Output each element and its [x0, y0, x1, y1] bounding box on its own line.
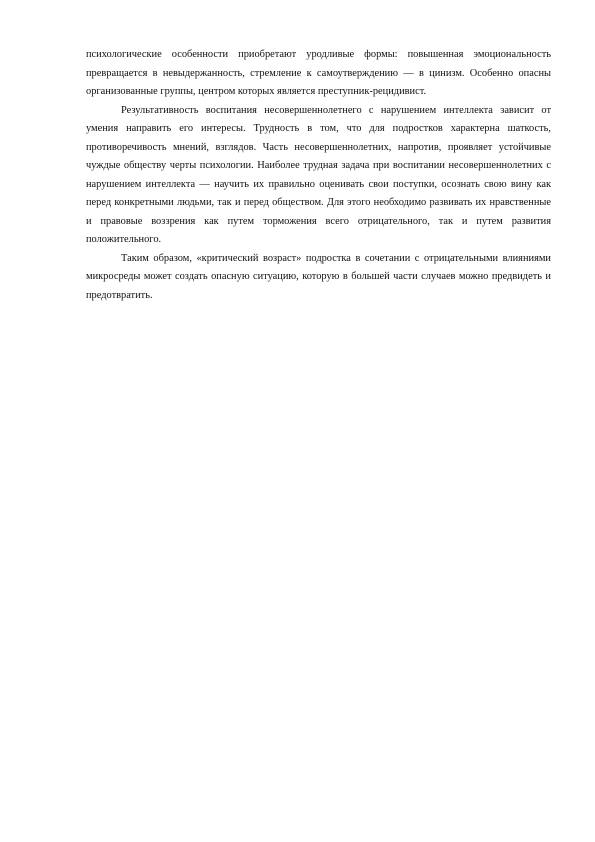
paragraph-conclusion: Таким образом, «критический возраст» подростка в сочетании с отрицательными влияниями микросреды может создать опасную ситуацию, которую в большей части случаев можно предвидеть и предотвратить.	[86, 252, 551, 301]
body-text	[86, 46, 551, 305]
paragraph-continuation: психологические особенности приобретают уродливые формы: повышенная эмоциональность превращается в невыдержанность, стремление к самоутверждению — в цинизм. Особенно опасны организованные группы, центром которых является преступник-рецидивист.	[86, 49, 551, 97]
paragraph-upbringing-results: Результативность воспитания несовершеннолетнего с нарушением интеллекта зависит от умения направить его интересы. Трудность в том, что для подростков характерна шаткость, противоречивость мнений, взглядов. Часть несовершеннолетних, напротив, проявляет устойчивые чуждые обществу черты психологии. Наиболее трудная задача при воспитании несовершеннолетних с нарушением интеллекта — научить их правильно оценивать свои поступки, осознать свою вину как перед конкретными людьми, так и перед обществом. Для этого необходимо развивать их нравственные и правовые воззрения как путем торможения всего отрицательного, так и путем развития положительного.	[86, 104, 551, 245]
